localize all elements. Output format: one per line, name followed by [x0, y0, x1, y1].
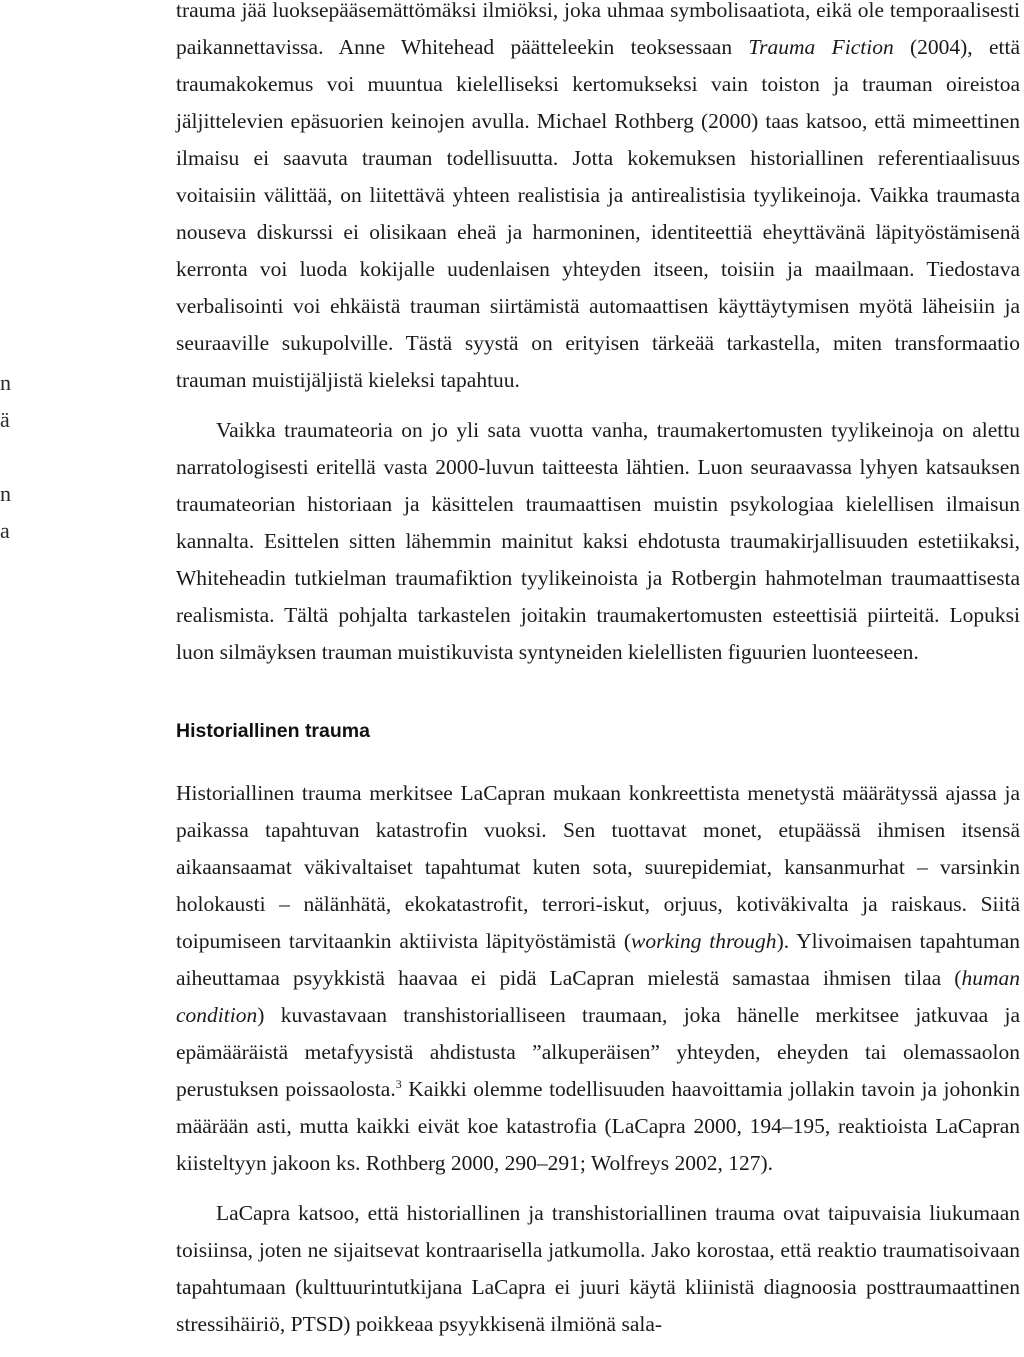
term-italic: human condition [176, 966, 1020, 1027]
fragment-letter: ä [0, 407, 10, 432]
fragment-letter: n [0, 370, 11, 395]
paragraph [176, 775, 1020, 1182]
text-run: (2004), että traumakokemus voi muuntua kielelliseksi kertomukseksi vain toiston ja trauman oireistoa jäljittelevien epäsuorien keinojen avulla. Michael Rothberg (2000) taas katsoo, että mimeettinen ilmaisu ei saavuta trauman todellisuutta. Jotta kokemuksen historiallinen referentiaalisuus voitaisiin välittää, on liitettävä yhteen realistisia ja antirealistisia tyylikeinoja. Vaikka traumasta nouseva diskurssi ei olisikaan eheä ja harmoninen, identiteettiä eheyttävänä läpityöstämisenä kerronta voi luoda kokijalle uudenlaisen yhteyden itseen, toisiin ja maailmaan. Tiedostava verbalisointi voi ehkäistä trauman siirtämistä automaattisen käyttäytymisen myötä läheisiin ja seuraaville sukupolville. Tästä syystä on erityisen tärkeää tarkastella, miten transformaatio trauman muistijäljistä kieleksi tapahtuu. [176, 35, 1021, 392]
text-run: Historiallinen trauma merkitsee LaCapran mukaan konkreettista menetystä määrätyssä ajassa ja paikassa tapahtuvan katastrofin vuoksi. Sen tuottavat monet, etupäässä ihmisen itsensä aikaansaamat väkivaltaiset tapahtumat kuten sota, suurepidemiat, kansanmurhat – varsinkin holokausti – nälänhätä, ekokatastrofit, terrori-iskut, orjuus, kotiväkivalta ja raiskaus. Siitä toipumiseen tarvitaankin aktiivista läpityöstämistä ( [176, 781, 1020, 953]
text-run: Kaikki olemme todellisuuden haavoittamia jollakin tavoin ja johonkin määrään asti, mutta kaikki eivät koe katastrofia (LaCapra 2000, 194–195, reaktioista LaCapran kiisteltyyn jakoon ks. Rothberg 2000, 290–291; Wolfreys 2002, 127). [176, 1077, 1020, 1175]
paragraph: Vaikka traumateoria on jo yli sata vuotta vanha, traumakertomusten tyylikeinoja on alettu narratologisesti eritellä vasta 2000-luvun taitteesta lähtien. Luon seuraavassa lyhyen katsauksen traumateorian historiaan ja käsittelen traumaattisen muistin psykologiaa kielellisen ilmaisun kannalta. Esittelen sitten lähemmin mainitut kaksi ehdotusta traumakirjallisuuden estetiikaksi, Whiteheadin tutkielman traumafiktion tyylikeinoista ja Rotbergin hahmotelman traumaattisesta realismista. Tältä pohjalta tarkastelen joitakin traumakertomusten esteettisiä piirteitä. Lopuksi luon silmäyksen trauman muistikuvista syntyneiden kielellisten figuurien luonteeseen. [176, 418, 1020, 664]
fragment-letter: n [0, 481, 11, 506]
footnote-marker[interactable]: 3 [395, 1076, 402, 1091]
paragraph-continued [176, 0, 1020, 399]
paragraph: LaCapra katsoo, että historiallinen ja transhistoriallinen trauma ovat taipuvaisia liukumaan toisiinsa, joten ne sijaitsevat kontraarisella jatkumolla. Jako korostaa, että reaktio traumatisoivaan tapahtumaan (kulttuurintutkijana LaCapra ei juuri käytä kliinistä diagnoosia posttraumaattinen stressihäiriö, PTSD) poikkeaa psyykkisenä ilmiönä sala- [176, 1201, 1020, 1336]
fragment-letter [0, 438, 18, 475]
book-title-italic: Trauma Fiction [748, 35, 894, 59]
term-italic: working through [631, 929, 777, 953]
text-run: trauma jää luoksepääsemättömäksi ilmiöksi, joka uhmaa symbolisaatiota, eikä ole temporaalisesti paikannettavissa. Anne Whitehead päätteleekin teoksessaan [176, 0, 1020, 59]
text-column [176, 0, 1020, 1343]
fragment-letter: a [0, 518, 10, 543]
text-run: ). Ylivoimaisen tapahtuman aiheuttamaa psyykkistä haavaa ei pidä LaCapran mielestä samastaa ihmisen tilaa ( [176, 929, 1020, 990]
text-run: ) kuvastavaan transhistorialliseen traumaan, joka hänelle merkitsee jatkuvaa ja epämääräistä metafyysistä ahdistusta ”alkuperäisen” yhteyden, eheyden tai olemassaolon perustuksen poissaolosta. [176, 1003, 1020, 1101]
adjacent-page-fragments [0, 364, 18, 549]
section-heading: Historiallinen trauma [176, 720, 370, 742]
